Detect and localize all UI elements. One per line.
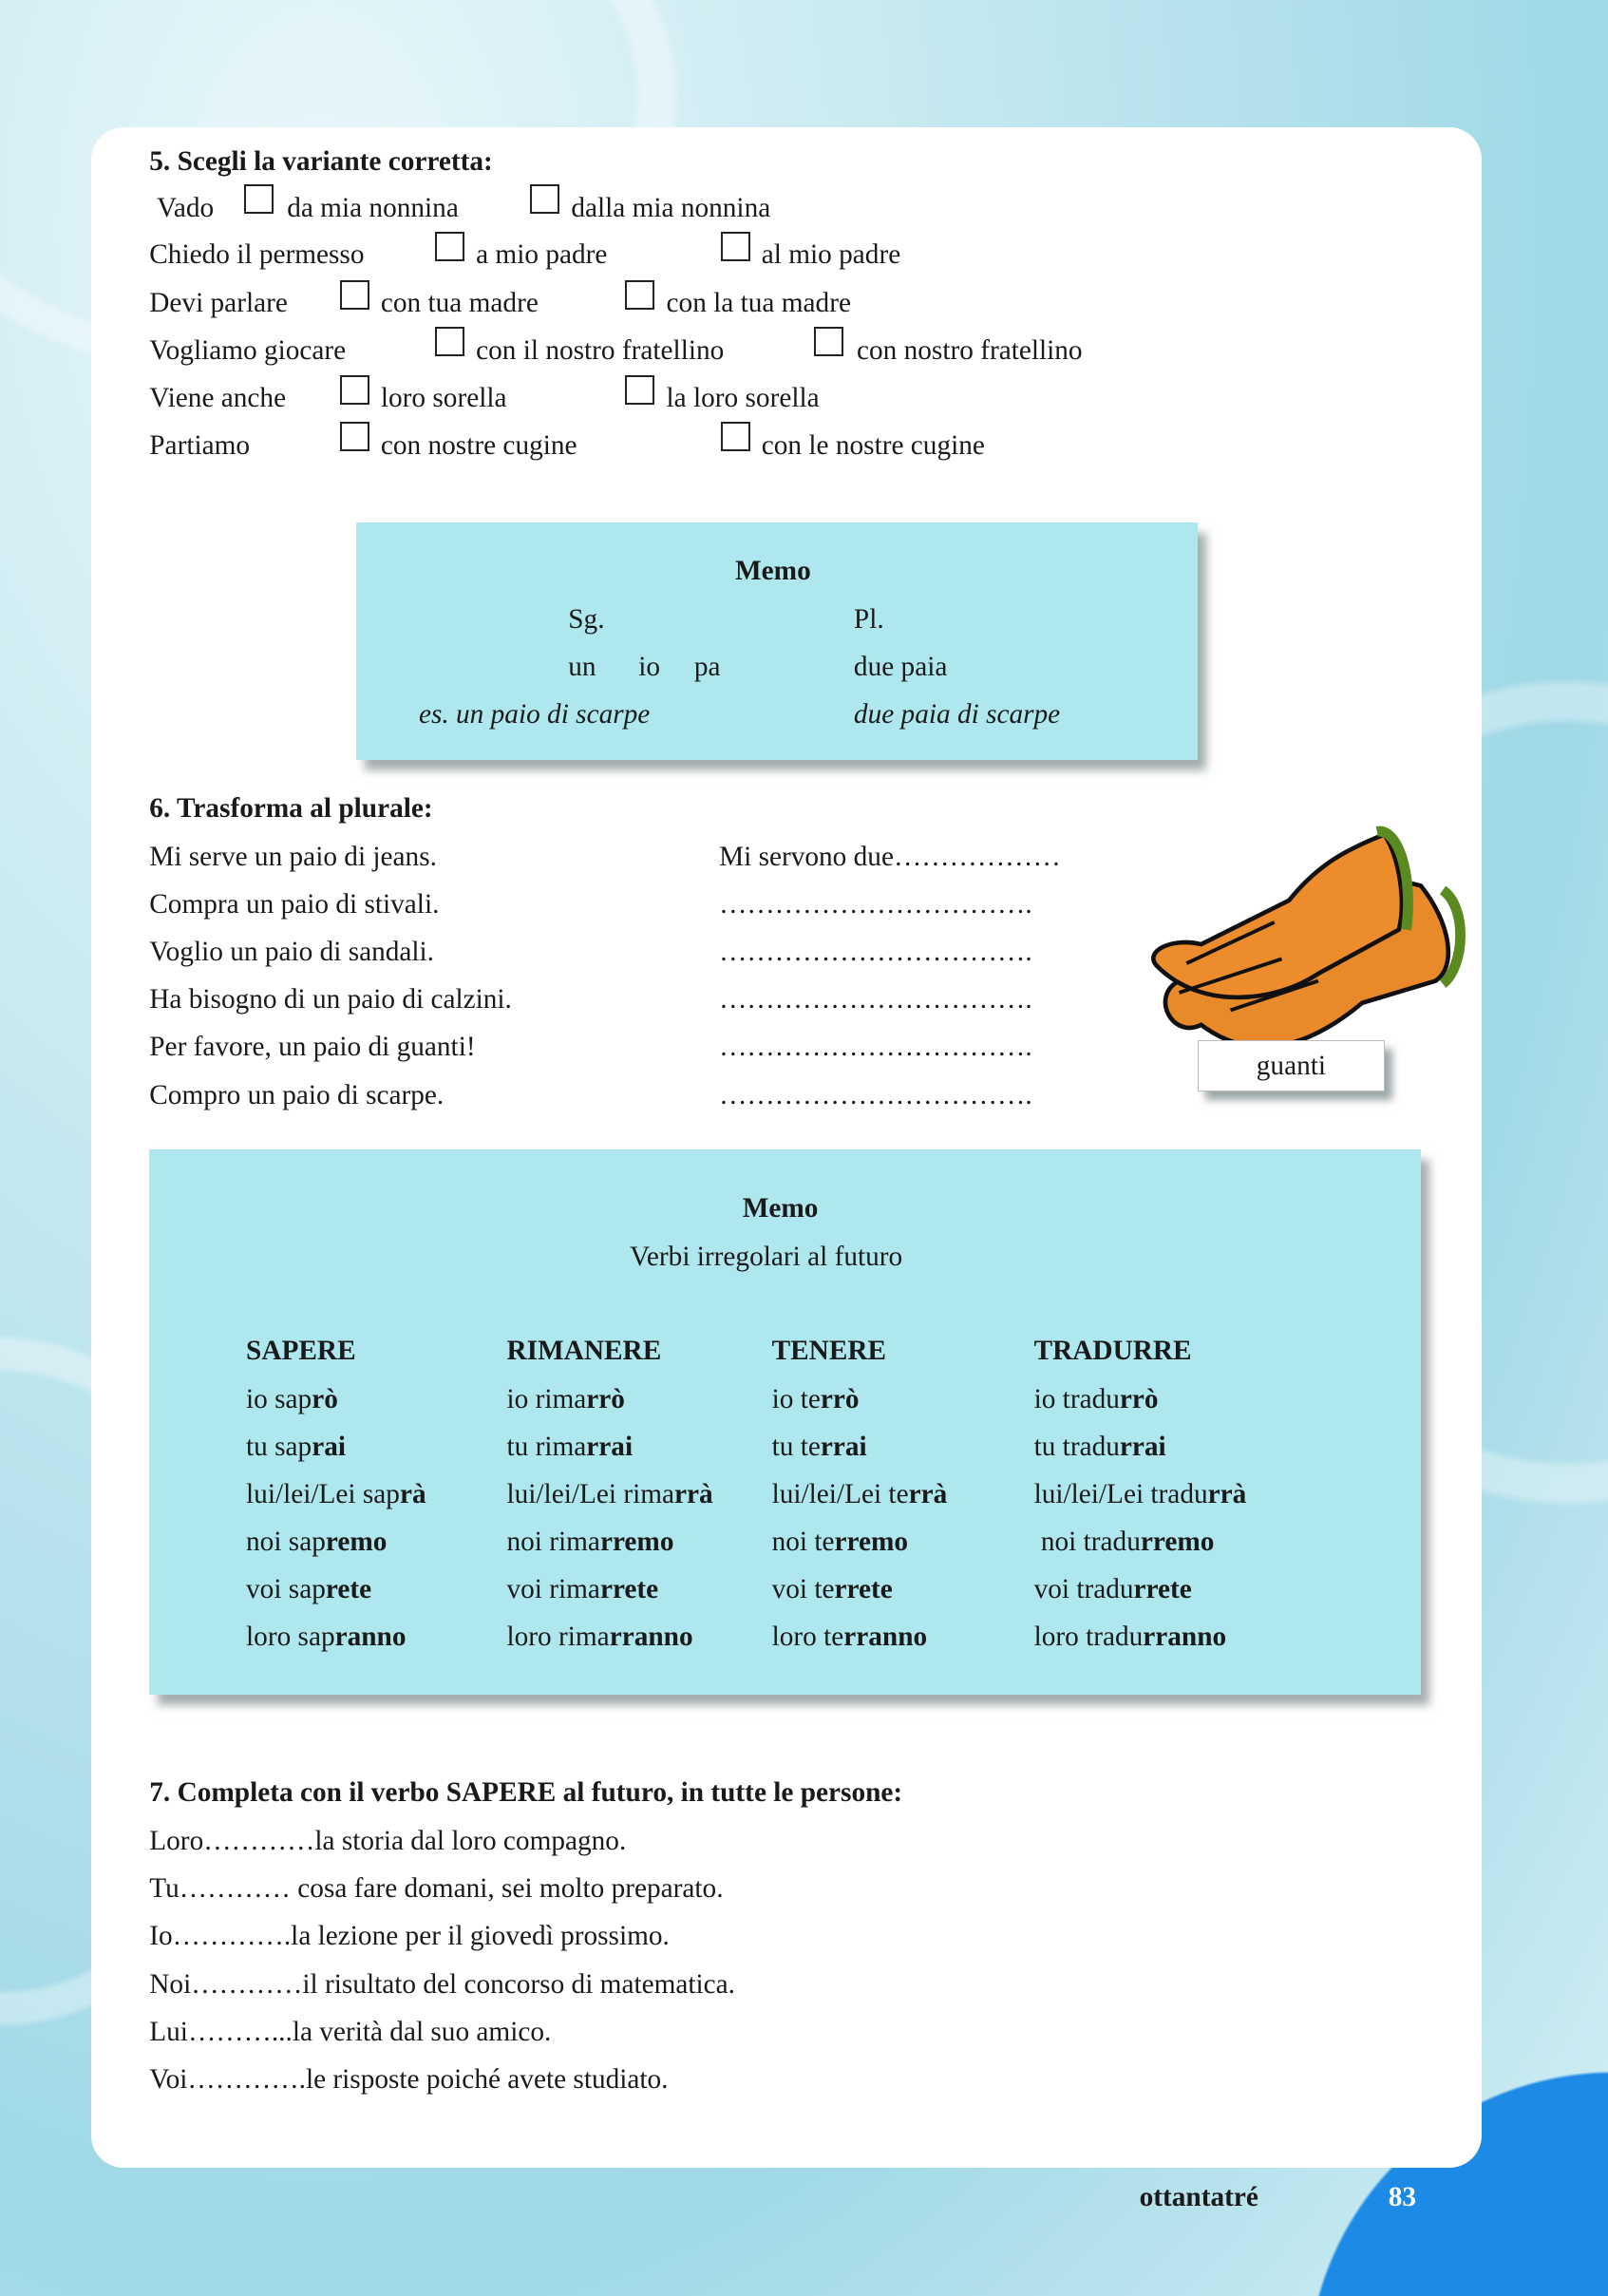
verb-ending: rrete bbox=[1133, 1573, 1192, 1604]
verb-ending: rranno bbox=[1143, 1622, 1227, 1653]
conjugation-form bbox=[506, 1431, 633, 1463]
option-a-checkbox[interactable] bbox=[340, 280, 369, 310]
conjugation-form bbox=[246, 1478, 426, 1510]
verb-header: TENERE bbox=[771, 1335, 887, 1366]
exercise-7-title: 7. Completa con il verbo SAPERE al futuro, in tutte le persone: bbox=[149, 1777, 903, 1809]
memo-singular-label: Sg. bbox=[568, 604, 605, 636]
conjugation-form bbox=[1034, 1478, 1247, 1510]
exercise-6-sentence: Voglio un paio di sandali. bbox=[149, 937, 435, 968]
gloves-illustration bbox=[1143, 820, 1480, 1076]
conjugation-form bbox=[1034, 1431, 1166, 1463]
memo-future-subtitle: Verbi irregolari al futuro bbox=[630, 1241, 903, 1272]
exercise-6-title: 6. Trasforma al plurale: bbox=[149, 793, 433, 825]
option-b-label: con la tua madre bbox=[666, 288, 851, 319]
conjugation-form bbox=[246, 1621, 406, 1653]
page-number: 83 bbox=[1388, 2181, 1416, 2212]
verb-ending: rrai bbox=[586, 1431, 634, 1462]
exercise-6-answer-blank[interactable]: ……………………………. bbox=[719, 1079, 1032, 1110]
verb-ending: rremo bbox=[599, 1526, 674, 1557]
verb-stem: io sap bbox=[246, 1383, 312, 1414]
exercise-6-sentence: Ha bisogno di un paio di calzini. bbox=[149, 984, 512, 1015]
verb-header: SAPERE bbox=[246, 1335, 356, 1366]
option-b-checkbox[interactable] bbox=[721, 232, 750, 261]
verb-stem: noi tradu bbox=[1033, 1526, 1141, 1557]
exercise-7-sentence: Lui………...la verità dal suo amico. bbox=[149, 2016, 552, 2047]
option-b-checkbox[interactable] bbox=[814, 327, 843, 356]
verb-stem: noi rima bbox=[506, 1526, 600, 1557]
exercise-5-prompt: Viene anche bbox=[149, 383, 287, 414]
verb-stem: voi rima bbox=[506, 1573, 600, 1604]
conjugation-form bbox=[772, 1478, 948, 1510]
exercise-5-prompt: Devi parlare bbox=[149, 288, 288, 319]
verb-stem: noi sap bbox=[246, 1526, 326, 1557]
memo-title: Memo bbox=[735, 556, 811, 587]
verb-ending: rranno bbox=[609, 1622, 693, 1653]
verb-ending: ranno bbox=[334, 1622, 407, 1653]
option-a-checkbox[interactable] bbox=[435, 232, 464, 261]
gloves-label: guanti bbox=[1256, 1050, 1327, 1081]
option-b-label: la loro sorella bbox=[666, 383, 820, 414]
conjugation-form bbox=[772, 1431, 867, 1463]
exercise-6-sentence: Compro un paio di scarpe. bbox=[149, 1079, 445, 1110]
conjugation-form bbox=[772, 1383, 860, 1415]
exercise-7-sentence: Voi………….le risposte poiché avete studiato. bbox=[149, 2063, 669, 2095]
option-b-label: al mio padre bbox=[761, 239, 901, 271]
verb-stem: io rima bbox=[506, 1383, 587, 1414]
verb-stem: loro sap bbox=[246, 1622, 335, 1653]
conjugation-form bbox=[506, 1478, 712, 1510]
verb-ending: rrò bbox=[820, 1383, 860, 1414]
option-b-checkbox[interactable] bbox=[625, 280, 654, 310]
verb-ending: rà bbox=[399, 1478, 426, 1509]
option-a-checkbox[interactable] bbox=[340, 375, 369, 405]
exercise-6-answer-blank[interactable]: ……………………………. bbox=[719, 1032, 1032, 1063]
verb-stem: voi te bbox=[771, 1573, 835, 1604]
memo-singular-word: un bbox=[568, 651, 596, 682]
option-a-label: con il nostro fratellino bbox=[476, 334, 725, 366]
verb-stem: tu sap bbox=[246, 1431, 312, 1462]
verb-ending: rai bbox=[312, 1431, 346, 1462]
verb-ending: rete bbox=[325, 1573, 372, 1604]
option-b-label: con nostro fratellino bbox=[857, 334, 1083, 366]
verb-stem: lui/lei/Lei rima bbox=[506, 1478, 675, 1509]
option-b-checkbox[interactable] bbox=[625, 375, 654, 405]
memo-singular-word: pa bbox=[693, 651, 721, 682]
verb-ending: rremo bbox=[1140, 1526, 1215, 1557]
option-b-label: con le nostre cugine bbox=[761, 429, 985, 461]
memo-singular-example: es. un paio di scarpe bbox=[418, 699, 651, 731]
verb-stem: voi tradu bbox=[1033, 1573, 1134, 1604]
page-number-word: ottantatré bbox=[1139, 2181, 1258, 2212]
exercise-5-prompt: Chiedo il permesso bbox=[149, 239, 365, 271]
exercise-5-prompt: Partiamo bbox=[149, 429, 251, 461]
conjugation-form bbox=[246, 1383, 338, 1415]
verb-stem: io tradu bbox=[1033, 1383, 1120, 1414]
verb-ending: rrò bbox=[586, 1383, 625, 1414]
verb-stem: tu tradu bbox=[1033, 1431, 1120, 1462]
verb-ending: rrà bbox=[1207, 1478, 1247, 1509]
exercise-7-sentence: Loro…………la storia dal loro compagno. bbox=[149, 1826, 627, 1857]
verb-stem: loro te bbox=[771, 1622, 844, 1653]
option-b-checkbox[interactable] bbox=[530, 184, 559, 214]
conjugation-form bbox=[772, 1621, 928, 1653]
memo-plural-example: due paia di scarpe bbox=[853, 699, 1061, 731]
verb-ending: rrai bbox=[820, 1431, 867, 1462]
verb-stem: lui/lei/Lei sap bbox=[246, 1478, 400, 1509]
verb-stem: lui/lei/Lei te bbox=[771, 1478, 909, 1509]
verb-stem: tu te bbox=[771, 1431, 821, 1462]
option-a-label: a mio padre bbox=[476, 239, 608, 271]
verb-ending: rrà bbox=[674, 1478, 713, 1509]
conjugation-form bbox=[246, 1526, 387, 1558]
option-a-label: da mia nonnina bbox=[287, 192, 459, 223]
option-a-label: loro sorella bbox=[380, 383, 507, 414]
verb-stem: noi te bbox=[771, 1526, 835, 1557]
exercise-7-sentence: Io………….la lezione per il giovedì prossimo. bbox=[149, 1921, 670, 1952]
memo-box-future bbox=[149, 1149, 1420, 1695]
exercise-7-sentence: Noi…………il risultato del concorso di matematica. bbox=[149, 1968, 735, 2000]
option-a-checkbox[interactable] bbox=[340, 422, 369, 451]
exercise-5-prompt: Vogliamo giocare bbox=[149, 334, 347, 366]
memo-future-title: Memo bbox=[742, 1193, 819, 1224]
verb-ending: rranno bbox=[843, 1622, 928, 1653]
memo-plural-form: due paia bbox=[853, 651, 948, 682]
exercise-6-answer-blank[interactable]: ……………………………. bbox=[719, 937, 1032, 968]
verb-ending: rrete bbox=[599, 1573, 659, 1604]
verb-stem: lui/lei/Lei tradu bbox=[1033, 1478, 1208, 1509]
verb-stem: loro tradu bbox=[1033, 1622, 1144, 1653]
verb-stem: loro rima bbox=[506, 1622, 610, 1653]
verb-ending: remo bbox=[325, 1526, 388, 1557]
exercise-6-sentence: Per favore, un paio di guanti! bbox=[149, 1032, 476, 1063]
verb-ending: rremo bbox=[834, 1526, 909, 1557]
verb-ending: rrò bbox=[1119, 1383, 1159, 1414]
verb-header: TRADURRE bbox=[1033, 1335, 1192, 1366]
option-a-label: con tua madre bbox=[380, 288, 539, 319]
exercise-7-sentence: Tu………… cosa fare domani, sei molto preparato. bbox=[149, 1873, 724, 1905]
conjugation-form bbox=[1034, 1383, 1159, 1415]
option-a-checkbox[interactable] bbox=[435, 327, 464, 356]
exercise-6-answer-blank[interactable]: ……………………………. bbox=[719, 984, 1032, 1015]
exercise-6-answer-blank[interactable]: ……………………………. bbox=[719, 889, 1032, 920]
conjugation-form bbox=[506, 1383, 624, 1415]
verb-ending: rrai bbox=[1119, 1431, 1166, 1462]
verb-ending: rò bbox=[312, 1383, 338, 1414]
conjugation-form bbox=[1034, 1573, 1192, 1605]
verb-stem: io te bbox=[771, 1383, 821, 1414]
gloves-label-box bbox=[1198, 1040, 1384, 1091]
memo-plural-label: Pl. bbox=[853, 604, 884, 636]
exercise-5-title: 5. Scegli la variante corretta: bbox=[149, 145, 493, 177]
exercise-6-answer-blank[interactable]: Mi servono due……………… bbox=[719, 842, 1061, 873]
conjugation-form bbox=[246, 1573, 371, 1605]
verb-stem: voi sap bbox=[246, 1573, 326, 1604]
exercise-5-prompt: Vado bbox=[156, 192, 215, 223]
conjugation-form bbox=[246, 1431, 346, 1463]
verb-ending: rrà bbox=[908, 1478, 948, 1509]
conjugation-form bbox=[1034, 1621, 1227, 1653]
conjugation-form bbox=[772, 1526, 908, 1558]
conjugation-form bbox=[506, 1573, 658, 1605]
option-a-label: con nostre cugine bbox=[380, 429, 577, 461]
exercise-6-sentence: Compra un paio di stivali. bbox=[149, 889, 440, 920]
conjugation-form bbox=[506, 1526, 673, 1558]
conjugation-form bbox=[506, 1621, 692, 1653]
verb-ending: rrete bbox=[834, 1573, 893, 1604]
conjugation-form bbox=[1034, 1526, 1215, 1558]
memo-singular-word: io bbox=[638, 651, 661, 682]
verb-stem: tu rima bbox=[506, 1431, 587, 1462]
exercise-6-sentence: Mi serve un paio di jeans. bbox=[149, 842, 437, 873]
option-b-checkbox[interactable] bbox=[721, 422, 750, 451]
verb-header: RIMANERE bbox=[506, 1335, 662, 1366]
conjugation-form bbox=[772, 1573, 893, 1605]
option-a-checkbox[interactable] bbox=[244, 184, 274, 214]
option-b-label: dalla mia nonnina bbox=[571, 192, 771, 223]
